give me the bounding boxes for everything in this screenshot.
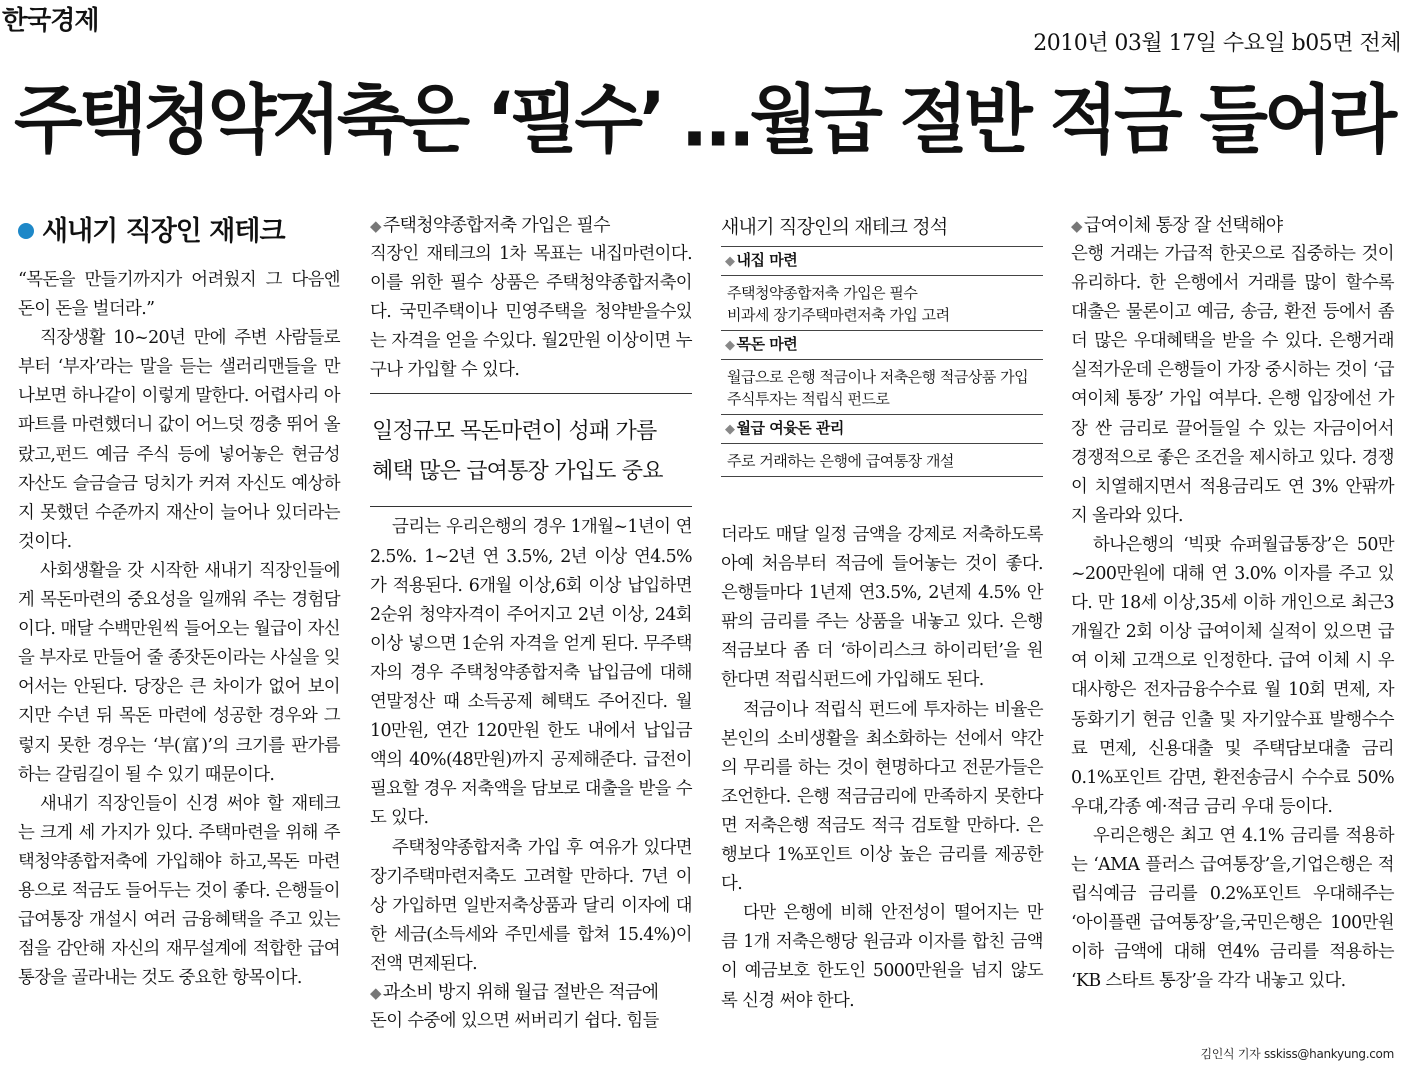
info-box-section-label [721, 414, 1043, 443]
info-box-item [721, 275, 1043, 330]
subheading-text: 급여이체 통장 잘 선택해야 [1083, 215, 1283, 236]
article-headline: 주택청약저축은 ‘필수’ …월급 절반 적금 들어라 [14, 76, 1394, 164]
subheading-text: 과소비 방지 위해 월급 절반은 적금에 [382, 981, 659, 1003]
dateline: 2010년 03월 17일 수요일 b05면 전체 [1033, 31, 1401, 56]
body-paragraph: 사회생활을 갓 시작한 새내기 직장인들에게 목돈마련의 중요성을 일깨워 주는 경험담이다. 매달 수백만원씩 들어오는 월급이 자신을 부자로 만들어 줄 종잣돈이라는 사실을 잊어서는 안된다. 당장은 큰 차이가 없어 보이지만 수년 뒤 목돈 마련에 성공한 경우와 그렇지 못한 경우는 ‘부(富)’의 크기를 판가름하는 갈림길이 될 수 있기 때문이다. [18, 560, 340, 785]
body-paragraph: 다만 은행에 비해 안전성이 떨어지는 만큼 1개 저축은행당 원금과 이자를 합친 금액이 예금보호 한도인 5000만원을 넘지 않도록 신경 써야 한다. [721, 903, 1043, 1011]
body-paragraph: 새내기 직장인들이 신경 써야 할 재테크는 크게 세 가지가 있다. 주택마련을 위해 주택청약종합저축에 가입해야 하고,목돈 마련용으로 적금도 들어두는 것이 좋다. 은행들이 급여통장 개설시 여러 금융혜택을 주고 있는 점을 감안해 자신의 재무설계에 적합한 급여통장을 골라내는 것도 중요한 항목이다. [18, 793, 340, 989]
article-body [721, 521, 1043, 1016]
article-body [370, 1007, 692, 1036]
subheading-text: 주택청약종합저축 가입은 필수 [382, 215, 610, 236]
column-1 [18, 212, 340, 1064]
divider [721, 476, 1043, 477]
diamond-icon: ◆ [370, 983, 381, 1002]
diamond-icon: ◆ [725, 254, 735, 269]
info-box-line: 주로 거래하는 은행에 급여통장 개설 [727, 452, 954, 470]
article-body [1071, 240, 1394, 996]
newspaper-name: 한국경제 [2, 6, 99, 36]
diamond-icon: ◆ [725, 338, 735, 353]
body-paragraph: 금리는 우리은행의 경우 1개월~1년이 연2.5%. 1~2년 연 3.5%, 2년 이상 연4.5%가 적용된다. 6개월 이상,6회 이상 납입하면 2순위 청약자격이 주어지고 2년 이상, 24회 이상 넣으면 1순위 자격을 얻게 된다. 무주택자의 경우 주택청약종합저축 납입금에 대해 연말정산 때 소득공제 혜택도 주어진다. 월 10만원, 연간 120만원 한도 내에서 납입금액의 40%(48만원)까지 공제해준다. 급전이 필요할 경우 저축액을 담보로 대출을 받을 수도 있다. [370, 517, 692, 829]
quote-paragraph: “목돈을 만들기까지가 어려웠지 그 다음엔 돈이 돈을 벌더라.” [18, 270, 340, 320]
diamond-icon: ◆ [370, 217, 381, 235]
diamond-icon: ◆ [1071, 217, 1082, 235]
diamond-icon: ◆ [725, 422, 735, 437]
section-label-text: 내집 마련 [736, 251, 798, 269]
info-box-section-label [721, 330, 1043, 359]
info-box-section-label [721, 246, 1043, 275]
info-box [721, 212, 1043, 477]
article-body [370, 513, 692, 979]
body-paragraph: 직장생활 10~20년 만에 주변 사람들로부터 ‘부자’라는 말을 듣는 샐러리맨들을 만나보면 하나같이 이렇게 말한다. 어렵사리 아파트를 마련했더니 값이 어느덧 껑충 뛰어 올랐고,펀드 예금 주식 등에 넣어놓은 현금성 자산도 슬금슬금 덩치가 커져 자신도 예상하지 못했던 수준까지 재산이 늘어나 있더라는 것이다. [18, 328, 340, 552]
info-box-item [721, 359, 1043, 414]
info-box-item [721, 443, 1043, 476]
section-label-text: 월급 여윳돈 관리 [736, 419, 844, 437]
info-box-line: 주택청약종합저축 가입은 필수 [727, 284, 918, 302]
body-paragraph: 돈이 수중에 있으면 써버리기 쉽다. 힘들 [370, 1010, 659, 1031]
kicker-label: 새내기 직장인 재테크 [42, 216, 285, 247]
article-body [370, 240, 692, 385]
divider [370, 506, 692, 507]
section-label-text: 목돈 마련 [736, 335, 798, 353]
column-3 [721, 212, 1043, 1064]
info-box-title: 새내기 직장인의 재테크 정석 [721, 216, 948, 238]
section-kicker [18, 212, 340, 252]
body-paragraph: 우리은행은 최고 연 4.1% 금리를 적용하는 ‘AMA 플러스 급여통장’을,기업은행은 적립식예금 금리를 0.2%포인트 우대해주는 ‘아이플랜 급여통장’을,국민은행은 100만원 이하 금액에 대해 연4% 금리를 적용하는 ‘KB 스타트 통장’을 각각 내놓고 있다. [1071, 825, 1394, 992]
bullet-icon [18, 223, 34, 239]
info-box-line: 주식투자는 적립식 펀드로 [727, 390, 890, 408]
subheading [370, 212, 692, 240]
body-paragraph: 더라도 매달 일정 금액을 강제로 저축하도록 아예 처음부터 적금에 들어놓는 것이 좋다. 은행들마다 1년제 연3.5%, 2년제 4.5% 안팎의 금리를 주는 상품을 내놓고 있다. 은행 적금보다 좀 더 ‘하이리스크 하이리턴’을 원한다면 적립식펀드에 가입해도 된다. [721, 525, 1043, 691]
pull-quote-line: 일정규모 목돈마련이 성패 가름 [372, 419, 657, 445]
body-paragraph: 적금이나 적립식 펀드에 투자하는 비율은 본인의 소비생활을 최소화하는 선에서 약간의 무리를 하는 것이 현명하다고 전문가들은 조언한다. 은행 적금금리에 만족하지 못한다면 저축은행 적금도 적극 검토할 만하다. 은행보다 1%포인트 이상 높은 금리를 제공한다. [721, 699, 1043, 895]
info-box-line: 월급으로 은행 적금이나 저축은행 적금상품 가입 [727, 368, 1029, 386]
article-body [18, 266, 340, 993]
body-paragraph: 직장인 재테크의 1차 목표는 내집마련이다. 이를 위한 필수 상품은 주택청약종합저축이다. 국민주택이나 민영주택을 청약받을수있는 자격을 얻을 수있다. 월2만원 이상이면 누구나 가입할 수 있다. [370, 244, 692, 381]
column-4 [1071, 212, 1394, 1064]
pull-quote [370, 394, 692, 506]
column-2 [370, 212, 692, 1064]
reporter-byline: 김인식 기자 sskiss@hankyung.com [1200, 1047, 1394, 1061]
info-box-line: 비과세 장기주택마련저축 가입 고려 [727, 306, 950, 324]
subheading [1071, 212, 1394, 240]
body-paragraph: 주택청약종합저축 가입 후 여유가 있다면 장기주택마련저축도 고려할 만하다. 7년 이상 가입하면 일반저축상품과 달리 이자에 대한 세금(소득세와 주민세를 합쳐 15.4%)이 전액 면제된다. [370, 837, 692, 974]
subheading [370, 979, 692, 1007]
body-paragraph: 은행 거래는 가급적 한곳으로 집중하는 것이 유리하다. 한 은행에서 거래를 많이 할수록 대출은 물론이고 예금, 송금, 환전 등에서 좀 더 많은 우대혜택을 받을 수 있다. 은행거래 실적가운데 은행들이 가장 중시하는 것이 ‘급여이체 통장’ 가입 여부다. 은행 입장에선 가장 싼 금리로 끌어들일 수 있는 자금이어서 경쟁적으로 좋은 조건을 제시하고 있다. 경쟁이 치열해지면서 적용금리도 연 3% 안팎까지 올라와 있다. [1071, 244, 1394, 526]
pull-quote-line: 혜택 많은 급여통장 가입도 중요 [372, 459, 663, 485]
body-paragraph: 하나은행의 ‘빅팟 슈퍼월급통장’은 50만~200만원에 대해 연 3.0% 이자를 주고 있다. 만 18세 이상,35세 이하 개인으로 최근3개월간 2회 이상 급여이체 실적이 있으면 급여 이체 고객으로 인정한다. 급여 이체 시 우대사항은 전자금융수수료 월 10회 면제, 자동화기기 현금 인출 및 자기앞수표 발행수수료 면제, 신용대출 및 주택담보대출 금리 0.1%포인트 감면, 환전송금시 수수료 50% 우대,각종 예·적금 금리 우대 등이다. [1071, 534, 1394, 817]
